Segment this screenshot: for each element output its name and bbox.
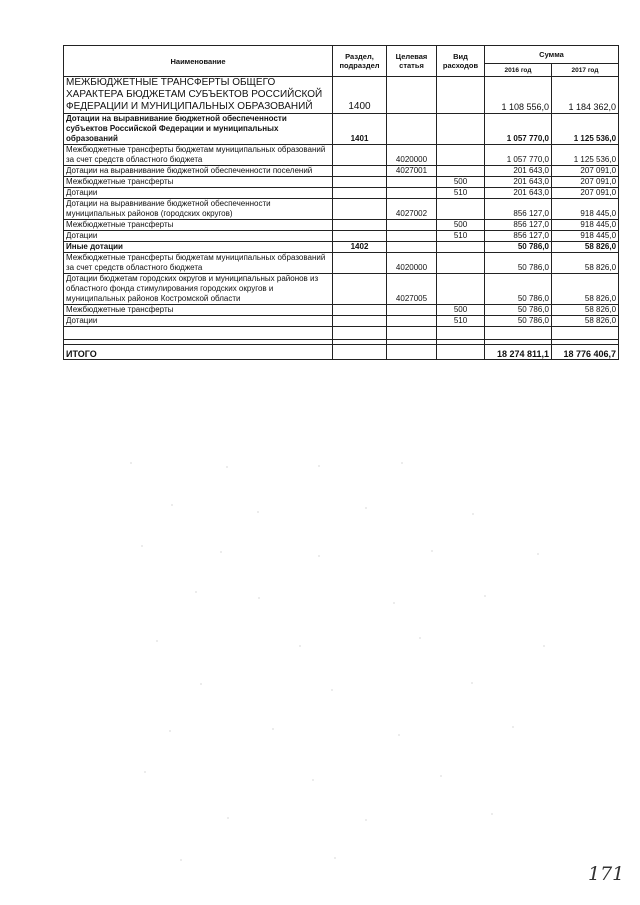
header-name: Наименование bbox=[64, 46, 333, 77]
row-amount-2016: 1 108 556,0 bbox=[485, 77, 552, 114]
row-section-code bbox=[333, 316, 387, 327]
header-sum: Сумма bbox=[485, 46, 619, 64]
row-amount-2017: 207 091,0 bbox=[552, 177, 619, 188]
row-amount-2016: 50 786,0 bbox=[485, 242, 552, 253]
row-amount-2017: 918 445,0 bbox=[552, 231, 619, 242]
row-name: Межбюджетные трансферты bbox=[64, 220, 333, 231]
row-section-code bbox=[333, 220, 387, 231]
row-name: Дотации на выравнивание бюджетной обеспеченности муниципальных районов (городских округов) bbox=[64, 199, 333, 220]
row-target-article bbox=[387, 188, 437, 199]
row-target-article bbox=[387, 114, 437, 145]
row-name: Дотации bbox=[64, 231, 333, 242]
row-amount-2016: 50 786,0 bbox=[485, 253, 552, 274]
row-section-code bbox=[333, 199, 387, 220]
row-name: Межбюджетные трансферты бюджетам муниципальных образований за счет средств областного бюджета bbox=[64, 253, 333, 274]
row-target-article bbox=[387, 242, 437, 253]
row-expense-type bbox=[437, 166, 485, 177]
header-target-article: Целевая статья bbox=[387, 46, 437, 77]
table-row bbox=[64, 199, 619, 220]
row-section-code bbox=[333, 253, 387, 274]
table-row bbox=[64, 242, 619, 253]
row-expense-type: 500 bbox=[437, 177, 485, 188]
row-name: Иные дотации bbox=[64, 242, 333, 253]
row-name: Межбюджетные трансферты bbox=[64, 177, 333, 188]
page-number: 171 bbox=[588, 863, 625, 885]
row-expense-type: 510 bbox=[437, 316, 485, 327]
row-name: Межбюджетные трансферты bbox=[64, 305, 333, 316]
row-name: Дотации bbox=[64, 316, 333, 327]
row-expense-type bbox=[437, 274, 485, 305]
row-name: Межбюджетные трансферты бюджетам муниципальных образований за счет средств областного бюджета bbox=[64, 145, 333, 166]
row-amount-2016: 201 643,0 bbox=[485, 188, 552, 199]
row-target-article bbox=[387, 220, 437, 231]
total-2016: 18 274 811,1 bbox=[485, 345, 552, 360]
row-section-code bbox=[333, 166, 387, 177]
row-amount-2016: 50 786,0 bbox=[485, 274, 552, 305]
total-label: ИТОГО bbox=[64, 345, 333, 360]
table-body bbox=[64, 77, 619, 327]
header-year-2017: 2017 год bbox=[552, 64, 619, 77]
row-target-article bbox=[387, 305, 437, 316]
row-section-code bbox=[333, 177, 387, 188]
row-amount-2017: 58 826,0 bbox=[552, 274, 619, 305]
total-row bbox=[64, 345, 619, 360]
row-name: Дотации бюджетам городских округов и муниципальных районов из областного фонда стимулирования городских округов и муниципальных районов Костромской области bbox=[64, 274, 333, 305]
row-section-code: 1401 bbox=[333, 114, 387, 145]
row-amount-2017: 207 091,0 bbox=[552, 188, 619, 199]
row-expense-type bbox=[437, 77, 485, 114]
row-section-code bbox=[333, 305, 387, 316]
row-amount-2016: 856 127,0 bbox=[485, 199, 552, 220]
budget-table-container bbox=[63, 45, 618, 360]
table-row bbox=[64, 77, 619, 114]
row-section-code bbox=[333, 231, 387, 242]
row-target-article bbox=[387, 316, 437, 327]
table-row bbox=[64, 177, 619, 188]
row-section-code: 1400 bbox=[333, 77, 387, 114]
header-expense-type: Вид расходов bbox=[437, 46, 485, 77]
row-amount-2017: 58 826,0 bbox=[552, 242, 619, 253]
header-section: Раздел, подраздел bbox=[333, 46, 387, 77]
budget-table bbox=[63, 45, 619, 360]
row-amount-2016: 1 057 770,0 bbox=[485, 114, 552, 145]
row-target-article: 4027001 bbox=[387, 166, 437, 177]
row-amount-2016: 1 057 770,0 bbox=[485, 145, 552, 166]
row-target-article bbox=[387, 77, 437, 114]
row-amount-2017: 918 445,0 bbox=[552, 199, 619, 220]
row-amount-2017: 58 826,0 bbox=[552, 305, 619, 316]
row-target-article: 4020000 bbox=[387, 145, 437, 166]
row-expense-type bbox=[437, 242, 485, 253]
table-row bbox=[64, 188, 619, 199]
row-section-code bbox=[333, 274, 387, 305]
row-expense-type: 500 bbox=[437, 220, 485, 231]
table-row bbox=[64, 166, 619, 177]
row-section-code: 1402 bbox=[333, 242, 387, 253]
row-target-article bbox=[387, 231, 437, 242]
total-2017: 18 776 406,7 bbox=[552, 345, 619, 360]
row-amount-2017: 1 125 536,0 bbox=[552, 114, 619, 145]
row-amount-2017: 1 184 362,0 bbox=[552, 77, 619, 114]
spacer-row bbox=[64, 327, 619, 340]
table-footer bbox=[64, 327, 619, 360]
row-expense-type bbox=[437, 199, 485, 220]
row-expense-type: 510 bbox=[437, 231, 485, 242]
row-target-article: 4020000 bbox=[387, 253, 437, 274]
table-row bbox=[64, 253, 619, 274]
row-expense-type: 500 bbox=[437, 305, 485, 316]
row-amount-2016: 201 643,0 bbox=[485, 166, 552, 177]
row-target-article: 4027002 bbox=[387, 199, 437, 220]
row-amount-2017: 918 445,0 bbox=[552, 220, 619, 231]
header-year-2016: 2016 год bbox=[485, 64, 552, 77]
row-expense-type bbox=[437, 114, 485, 145]
row-amount-2017: 58 826,0 bbox=[552, 253, 619, 274]
row-name: Дотации на выравнивание бюджетной обеспеченности субъектов Российской Федерации и муниципальных образований bbox=[64, 114, 333, 145]
row-amount-2017: 1 125 536,0 bbox=[552, 145, 619, 166]
row-name: МЕЖБЮДЖЕТНЫЕ ТРАНСФЕРТЫ ОБЩЕГО ХАРАКТЕРА БЮДЖЕТАМ СУБЪЕКТОВ РОССИЙСКОЙ ФЕДЕРАЦИИ И МУНИЦИПАЛЬНЫХ ОБРАЗОВАНИЙ bbox=[64, 77, 333, 114]
table-row bbox=[64, 316, 619, 327]
table-row bbox=[64, 220, 619, 231]
row-amount-2017: 207 091,0 bbox=[552, 166, 619, 177]
table-row bbox=[64, 274, 619, 305]
table-row bbox=[64, 231, 619, 242]
table-row bbox=[64, 305, 619, 316]
row-name: Дотации на выравнивание бюджетной обеспеченности поселений bbox=[64, 166, 333, 177]
row-name: Дотации bbox=[64, 188, 333, 199]
table-row bbox=[64, 114, 619, 145]
row-amount-2016: 50 786,0 bbox=[485, 305, 552, 316]
row-section-code bbox=[333, 145, 387, 166]
row-amount-2016: 201 643,0 bbox=[485, 177, 552, 188]
table-row bbox=[64, 145, 619, 166]
row-amount-2016: 856 127,0 bbox=[485, 220, 552, 231]
row-section-code bbox=[333, 188, 387, 199]
row-expense-type bbox=[437, 253, 485, 274]
row-amount-2017: 58 826,0 bbox=[552, 316, 619, 327]
row-target-article: 4027005 bbox=[387, 274, 437, 305]
row-amount-2016: 50 786,0 bbox=[485, 316, 552, 327]
row-target-article bbox=[387, 177, 437, 188]
row-expense-type bbox=[437, 145, 485, 166]
row-amount-2016: 856 127,0 bbox=[485, 231, 552, 242]
row-expense-type: 510 bbox=[437, 188, 485, 199]
